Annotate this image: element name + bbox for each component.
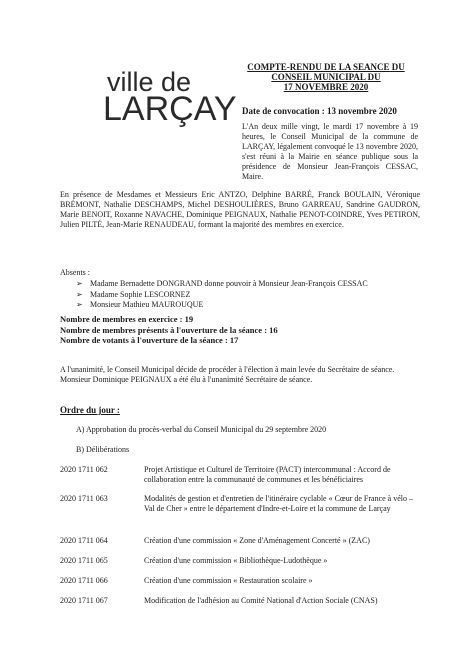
count-presents: Nombre de membres présents à l'ouverture de la séance : 16 — [60, 324, 278, 335]
deliberation-code: 2020 1711 062 — [60, 465, 108, 474]
agenda-title: Ordre du jour : — [60, 405, 120, 415]
deliberation-code: 2020 1711 065 — [60, 556, 108, 565]
deliberation-text: Création d'une commission « Zone d'Aménagement Concerté » (ZAC) — [144, 536, 370, 545]
list-item — [76, 279, 368, 290]
deliberation-text: Création d'une commission « Bibliothèque-Ludothèque » — [144, 556, 328, 565]
absent-name: Madame Sophie LESCORNEZ — [90, 289, 191, 299]
list-item — [76, 300, 368, 311]
deliberation-code: 2020 1711 066 — [60, 576, 108, 585]
presence-paragraph: En présence de Mesdames et Messieurs Eric ANTZO, Delphine BARRÉ, Franck BOULAIN, Véronique BRÉMONT, Nathalie DESCHAMPS, Michel DESHOULIÈRES, Bruno GARREAU, Sandrine GAUDRON, Marie BENOIT, Roxanne NAVACHE, Dominique PEIGNAUX, Nathalie PENOT-COINDRE, Yves PETIRON, Julien PILTÉ, Jean-Marie RENAUDEAU, formant la majorité des membres en exercice. — [60, 190, 420, 229]
agenda-item-b: B) Délibérations — [76, 445, 130, 454]
list-item — [76, 290, 368, 301]
deliberation-code: 2020 1711 067 — [60, 596, 108, 605]
deliberation-text: Modification de l'adhésion au Comité National d'Action Sociale (CNAS) — [144, 596, 378, 605]
intro-paragraph: L'An deux mille vingt, le mardi 17 novembre à 19 heures, le Conseil Municipal de la commune de LARÇAY, légalement convoqué le 13 novembre 2020, s'est réuni à la Mairie en séance publique sous la présidence de Monsieur Jean-François CESSAC, Maire. — [242, 122, 418, 181]
title-line-3: 17 NOVEMBRE 2020 — [283, 82, 369, 92]
agenda-item-a: A) Approbation du procès-verbal du Conseil Municipal du 29 septembre 2020 — [76, 425, 327, 434]
town-logo — [103, 67, 237, 128]
arrow-bullet-icon: ➢ — [76, 289, 83, 299]
arrow-bullet-icon: ➢ — [76, 300, 83, 309]
absent-name: Monsieur Mathieu MAUROUQUE — [90, 300, 204, 309]
arrow-bullet-icon: ➢ — [76, 279, 83, 288]
secretary-election-paragraph: A l'unanimité, le Conseil Municipal décide de procéder à l'élection à main levée du Secrétaire de séance. Monsieur Dominique PEIGNAUX a été élu à l'unanimité Secrétaire de séance. — [60, 365, 395, 384]
document-title — [236, 62, 416, 92]
absent-name: Madame Bernadette DONGRAND donne pouvoir à Monsieur Jean-François CESSAC — [90, 279, 368, 288]
title-line-1: COMPTE-RENDU DE LA SEANCE DU — [247, 62, 405, 72]
deliberation-text: Projet Artistique et Culturel de Territoire (PACT) intercommunal : Accord de collaboration entre la communauté de communes et les bénéficiaires — [144, 465, 391, 484]
logo-line-1: ville de — [107, 67, 192, 97]
title-line-2: CONSEIL MUNICIPAL DU — [271, 72, 381, 82]
deliberation-code: 2020 1711 064 — [60, 536, 108, 545]
deliberation-text: Modalités de gestion et d'entretien de l'itinéraire cyclable « Cœur de France à vélo – Val de Cher » entre le département d'Indre-et-Loire et la commune de Larçay — [144, 494, 414, 513]
absents-list — [76, 279, 368, 311]
deliberation-text: Création d'une commission « Restauration scolaire » — [144, 576, 313, 585]
member-counts — [60, 314, 278, 346]
absents-title: Absents : — [60, 268, 90, 277]
count-exercice: Nombre de membres en exercice : 19 — [60, 314, 194, 324]
logo-line-2: LARÇAY — [103, 90, 237, 128]
convocation-date: Date de convocation : 13 novembre 2020 — [242, 106, 397, 116]
deliberation-code: 2020 1711 063 — [60, 494, 108, 503]
count-votants: Nombre de votants à l'ouverture de la séance : 17 — [60, 335, 239, 345]
